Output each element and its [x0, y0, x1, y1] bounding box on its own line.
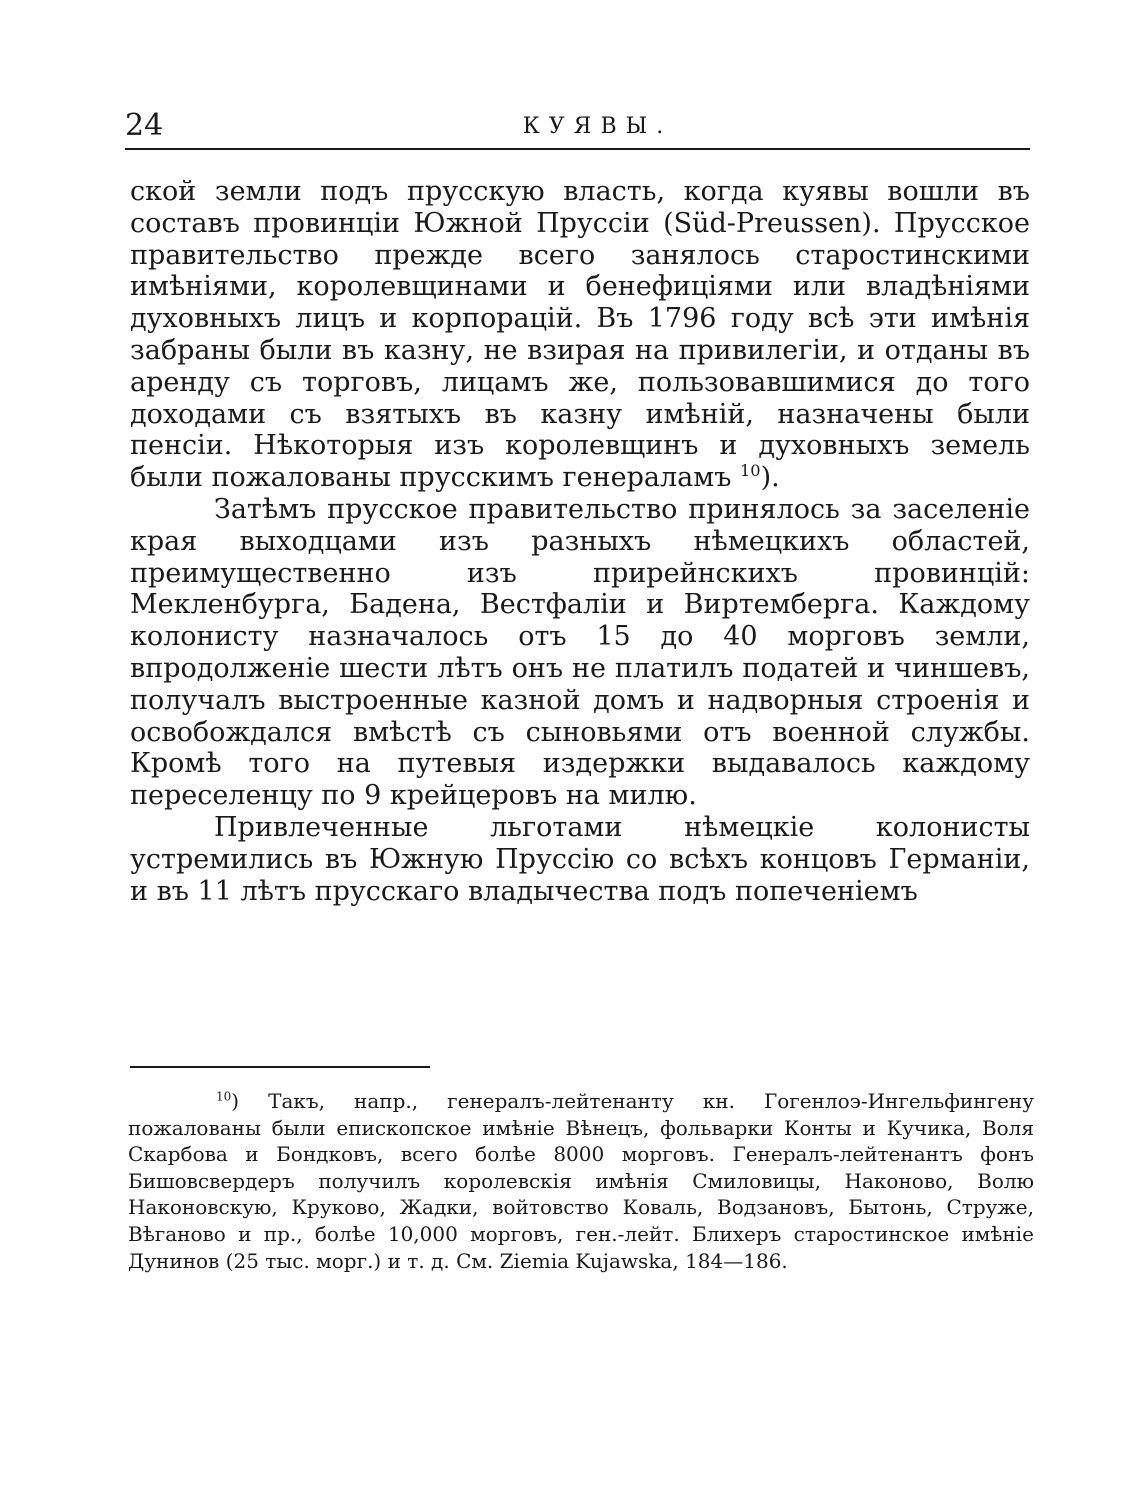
paragraph-1 — [130, 176, 1030, 494]
main-text — [130, 176, 1030, 907]
footnote-paragraph: $^{10}$) Такъ, напр., генералъ-лейтенанту кн. Гогенлоэ-Ингельфингену пожалованы были епископское имѣніе Вѣнецъ, фольварки Конты и Кучика, Воля Скарбова и Бондковъ, всего болѣе 8000 морговъ. Генералъ-лейтенантъ фонъ Бишовсвердеръ получилъ королевскія имѣнія Смиловицы, Наконово, Волю Наконовскую, Круково, Жадки, войтовство Коваль, Водзановъ, Бытонь, Струже, Вѣганово и пр., болѣе 10,000 морговъ, ген.-лейт. Блихеръ старостинское имѣніе Дунинов (25 тыс. морг.) и т. д. См. Ziemia Kujawska, 184—186. — [128, 1089, 1034, 1273]
page-header — [125, 106, 1030, 146]
footnote-marker: 10 — [216, 1089, 232, 1104]
footnote-reference: 10 — [739, 461, 761, 481]
paragraph-1-text: ской земли подъ прусскую власть, когда куявы вошли въ составъ провинціи Южной Пруссіи (Süd-Preussen). Прусское правительство прежде всего занялось старостинскими имѣніями, королевщинами и бенефиціями или владѣніями духовныхъ лицъ и корпорацій. Въ 1796 году всѣ эти имѣнія забраны были въ казну, не взирая на привилегіи, и отданы въ аренду съ торговъ, лицамъ же, пользовавшимися до того доходами съ взятыхъ въ казну имѣній, назначены были пенсіи. Нѣкоторыя изъ королевщинъ и духовныхъ земель были пожалованы прусскимъ генераламъ — [130, 176, 1030, 494]
footnote-rule — [130, 1066, 430, 1068]
header-rule — [125, 148, 1030, 150]
footnote-text: Такъ, напр., генералъ-лейтенанту кн. Гогенлоэ-Ингельфингену пожалованы были епископское имѣніе Вѣнецъ, фольварки Конты и Кучика, Воля Скарбова и Бондковъ, всего болѣе 8000 морговъ. Генералъ-лейтенантъ фонъ Бишовсвердеръ получилъ королевскія имѣнія Смиловицы, Наконово, Волю Наконовскую, Круково, Жадки, войтовство Коваль, Водзановъ, Бытонь, Струже, Вѣганово и пр., болѣе 10,000 морговъ, ген.-лейт. Блихеръ старостинское имѣніе Дунинов (25 тыс. морг.) и т. д. См. Ziemia Kujawska, 184—186. — [128, 1089, 1034, 1273]
paragraph-3: Привлеченные льготами нѣмецкіе колонисты устремились въ Южную Пруссію со всѣхъ концовъ Германіи, и въ 11 лѣтъ прусскаго владычества подъ попеченіемъ — [130, 811, 1030, 907]
paragraph-1-end: ). — [760, 462, 780, 494]
running-title: КУЯВЫ. — [522, 114, 673, 139]
footnote — [128, 1088, 1034, 1274]
paragraph-2: Затѣмъ прусское правительство принялось за заселеніе края выходцами изъ разныхъ нѣмецкихъ областей, преимущественно изъ прирейнскихъ провинцій: Мекленбурга, Бадена, Вестфаліи и Виртемберга. Каждому колонисту назначалось отъ 15 до 40 морговъ земли, впродолженіе шести лѣтъ онъ не платилъ податей и чиншевъ, получалъ выстроенные казной домъ и надворныя строенія и освобождался вмѣстѣ съ сыновьями отъ военной службы. Кромѣ того на путевыя издержки выдавалось каждому переселенцу по 9 крейцеровъ на милю. — [130, 493, 1030, 812]
page-number: 24 — [125, 108, 164, 143]
